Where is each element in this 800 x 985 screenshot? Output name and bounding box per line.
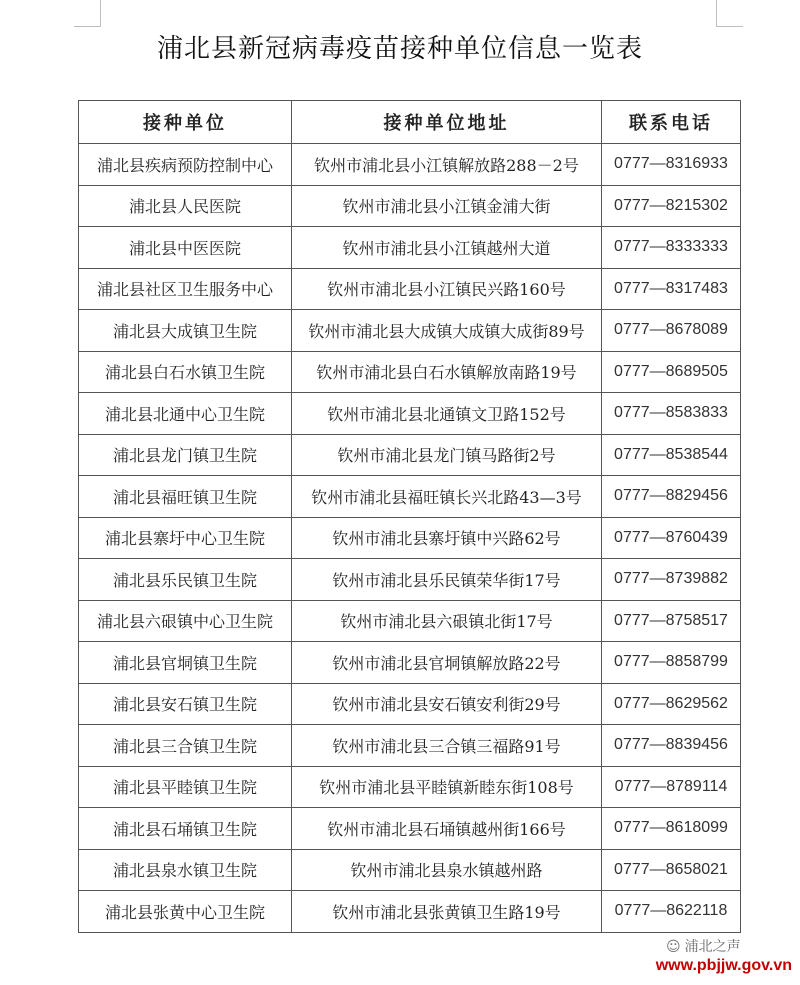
cell-address: 钦州市浦北县三合镇三福路91号 <box>292 725 602 767</box>
cell-phone: 0777—8658021 <box>602 849 741 891</box>
cell-phone: 0777—8739882 <box>602 559 741 601</box>
cell-unit: 浦北县北通中心卫生院 <box>79 393 292 435</box>
table-row <box>79 351 741 393</box>
cell-address: 钦州市浦北县小江镇解放路288－2号 <box>292 144 602 186</box>
cell-phone: 0777—8215302 <box>602 185 741 227</box>
column-header-unit: 接种单位 <box>79 101 292 144</box>
table-row <box>79 434 741 476</box>
cell-phone: 0777—8760439 <box>602 517 741 559</box>
table-row <box>79 725 741 767</box>
cell-unit: 浦北县大成镇卫生院 <box>79 310 292 352</box>
site-url: www.pbjjw.gov.vn <box>655 957 792 974</box>
cell-phone: 0777—8317483 <box>602 268 741 310</box>
table-row <box>79 808 741 850</box>
cell-unit: 浦北县龙门镇卫生院 <box>79 434 292 476</box>
table-row <box>79 683 741 725</box>
cell-address: 钦州市浦北县张黄镇卫生路19号 <box>292 891 602 933</box>
cell-phone: 0777—8538544 <box>602 434 741 476</box>
page-corner-mark-right <box>716 0 743 27</box>
cell-phone: 0777—8622118 <box>602 891 741 933</box>
table-row <box>79 600 741 642</box>
cell-address: 钦州市浦北县福旺镇长兴北路43—3号 <box>292 476 602 518</box>
cell-unit: 浦北县官垌镇卫生院 <box>79 642 292 684</box>
cell-unit: 浦北县平睦镇卫生院 <box>79 766 292 808</box>
cell-phone: 0777—8583833 <box>602 393 741 435</box>
cell-unit: 浦北县人民医院 <box>79 185 292 227</box>
cell-phone: 0777—8629562 <box>602 683 741 725</box>
cell-address: 钦州市浦北县小江镇金浦大街 <box>292 185 602 227</box>
table-row <box>79 476 741 518</box>
vaccination-sites-table <box>78 100 741 933</box>
cell-unit: 浦北县张黄中心卫生院 <box>79 891 292 933</box>
cell-phone: 0777—8758517 <box>602 600 741 642</box>
table-row <box>79 766 741 808</box>
table-row <box>79 849 741 891</box>
cell-address: 钦州市浦北县大成镇大成镇大成街89号 <box>292 310 602 352</box>
table-header-row <box>79 101 741 144</box>
page-corner-mark-left <box>74 0 101 27</box>
table-row <box>79 891 741 933</box>
table-row <box>79 393 741 435</box>
cell-address: 钦州市浦北县白石水镇解放南路19号 <box>292 351 602 393</box>
table-row <box>79 185 741 227</box>
cell-unit: 浦北县社区卫生服务中心 <box>79 268 292 310</box>
cell-phone: 0777—8689505 <box>602 351 741 393</box>
cell-unit: 浦北县寨圩中心卫生院 <box>79 517 292 559</box>
table-row <box>79 144 741 186</box>
cell-phone: 0777—8858799 <box>602 642 741 684</box>
wechat-watermark <box>666 936 741 956</box>
table-row <box>79 310 741 352</box>
cell-address: 钦州市浦北县泉水镇越州路 <box>292 849 602 891</box>
cell-address: 钦州市浦北县六硍镇北街17号 <box>292 600 602 642</box>
cell-address: 钦州市浦北县石埇镇越州街166号 <box>292 808 602 850</box>
cell-address: 钦州市浦北县官垌镇解放路22号 <box>292 642 602 684</box>
column-header-address: 接种单位地址 <box>292 101 602 144</box>
cell-unit: 浦北县六硍镇中心卫生院 <box>79 600 292 642</box>
document-title: 浦北县新冠病毒疫苗接种单位信息一览表 <box>156 34 643 64</box>
wechat-icon: ☺ <box>666 939 681 955</box>
cell-phone: 0777—8333333 <box>602 227 741 269</box>
cell-phone: 0777—8618099 <box>602 808 741 850</box>
column-header-phone: 联系电话 <box>602 101 741 144</box>
table-row <box>79 227 741 269</box>
cell-unit: 浦北县乐民镇卫生院 <box>79 559 292 601</box>
cell-address: 钦州市浦北县龙门镇马路街2号 <box>292 434 602 476</box>
cell-unit: 浦北县安石镇卫生院 <box>79 683 292 725</box>
cell-unit: 浦北县泉水镇卫生院 <box>79 849 292 891</box>
cell-phone: 0777—8839456 <box>602 725 741 767</box>
cell-unit: 浦北县福旺镇卫生院 <box>79 476 292 518</box>
watermark-text: 浦北之声 <box>684 939 741 955</box>
cell-address: 钦州市浦北县平睦镇新睦东街108号 <box>292 766 602 808</box>
cell-unit: 浦北县石埇镇卫生院 <box>79 808 292 850</box>
cell-address: 钦州市浦北县北通镇文卫路152号 <box>292 393 602 435</box>
cell-unit: 浦北县中医医院 <box>79 227 292 269</box>
cell-phone: 0777—8316933 <box>602 144 741 186</box>
cell-unit: 浦北县三合镇卫生院 <box>79 725 292 767</box>
cell-address: 钦州市浦北县寨圩镇中兴路62号 <box>292 517 602 559</box>
table-row <box>79 559 741 601</box>
cell-address: 钦州市浦北县乐民镇荣华街17号 <box>292 559 602 601</box>
cell-phone: 0777—8829456 <box>602 476 741 518</box>
table-row <box>79 517 741 559</box>
cell-phone: 0777—8678089 <box>602 310 741 352</box>
cell-phone: 0777—8789114 <box>602 766 741 808</box>
cell-address: 钦州市浦北县小江镇民兴路160号 <box>292 268 602 310</box>
cell-unit: 浦北县白石水镇卫生院 <box>79 351 292 393</box>
table-row <box>79 268 741 310</box>
cell-unit: 浦北县疾病预防控制中心 <box>79 144 292 186</box>
table-row <box>79 642 741 684</box>
cell-address: 钦州市浦北县小江镇越州大道 <box>292 227 602 269</box>
cell-address: 钦州市浦北县安石镇安利街29号 <box>292 683 602 725</box>
